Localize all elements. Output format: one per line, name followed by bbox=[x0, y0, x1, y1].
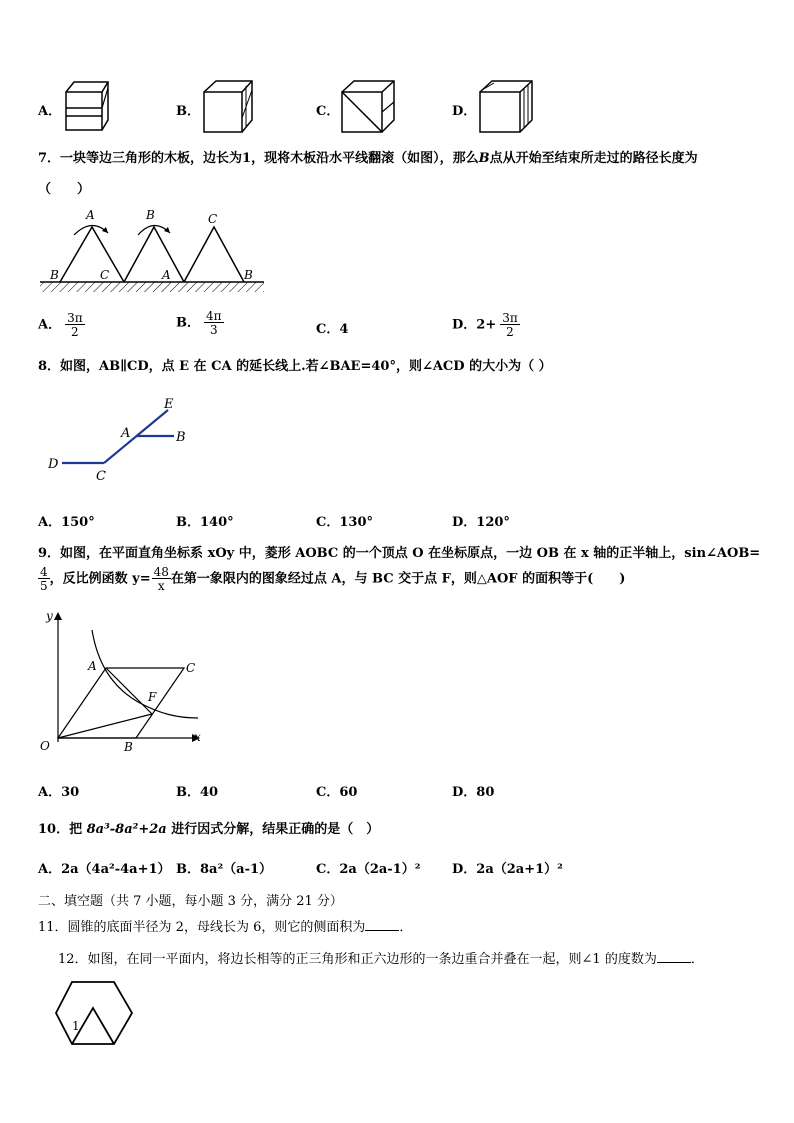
q8-option-d: D．120° bbox=[452, 515, 510, 530]
q8-label-c: C bbox=[96, 469, 106, 484]
q9-label-x: x bbox=[194, 730, 201, 744]
q7-stem-part2: 点从开始至结束所走过的路径长度为 bbox=[489, 151, 698, 166]
q9-label-f: F bbox=[148, 690, 157, 704]
q7-label-c2: C bbox=[100, 268, 110, 282]
q9-stem-end: 在第一象限内的图象经过点 A，与 BC 交于点 F，则△AOF 的面积等于( ) bbox=[170, 571, 626, 587]
q8-stem: 8．如图，AB∥CD，点 E 在 CA 的延长线上.若∠BAE=40°，则∠ACD 的大小为（ ） bbox=[38, 359, 552, 374]
q7-stem-var: B bbox=[478, 151, 490, 166]
q7-paren: （ ） bbox=[38, 182, 91, 197]
q8-label-a: A bbox=[121, 426, 131, 441]
q7-label-b-start: B bbox=[50, 268, 59, 282]
q10-stem bbox=[38, 818, 379, 837]
q9-option-d: D．80 bbox=[452, 785, 495, 800]
q6-option-a-letter: A． bbox=[38, 104, 62, 119]
q11-text: 11．圆锥的底面半径为 2，母线长为 6，则它的侧面积为 bbox=[38, 920, 366, 935]
q9-stem-line2 bbox=[38, 566, 625, 592]
q9-label-y: y bbox=[46, 609, 53, 623]
q9-option-c: C．60 bbox=[316, 785, 358, 800]
q9-option-b: B．40 bbox=[176, 785, 219, 800]
q7-option-b-den: 3 bbox=[209, 323, 218, 337]
q9-frac2-num: 48 bbox=[153, 565, 169, 579]
q7-triangle-2 bbox=[124, 227, 184, 282]
q7-option-b-num: 4π bbox=[206, 309, 222, 323]
q8-option-b: B．140° bbox=[176, 515, 234, 530]
q11-answer-blank[interactable] bbox=[365, 918, 399, 931]
q12-stem bbox=[58, 948, 704, 967]
q7-option-a bbox=[38, 312, 85, 338]
q7-label-c1: C bbox=[208, 212, 218, 226]
q12-answer-blank[interactable] bbox=[657, 950, 691, 963]
q10-option-d: D．2a（2a+1）² bbox=[452, 862, 563, 877]
q12-figure bbox=[52, 976, 136, 1048]
q9-stem: 9．如图，在平面直角坐标系 xOy 中，菱形 AOBC 的一个顶点 O 在坐标原点，一边 OB 在 x 轴的正半轴上，sin∠AOB= bbox=[38, 546, 761, 561]
q9-label-b: B bbox=[124, 740, 133, 754]
q7-option-b-letter: B． bbox=[176, 315, 200, 331]
q7-stem bbox=[38, 147, 698, 166]
q9-figure bbox=[36, 606, 206, 758]
q7-arrowhead-1 bbox=[102, 227, 108, 233]
q9-rhombus bbox=[58, 668, 184, 738]
q7-triangle-3 bbox=[184, 227, 244, 282]
q6-option-c-figure bbox=[340, 78, 396, 136]
q10-expression: 8a³-8a²+2a bbox=[86, 822, 167, 837]
q7-option-c: C．4 bbox=[316, 322, 349, 337]
q7-option-d-num: 3π bbox=[502, 311, 518, 325]
q10-option-c: C．2a（2a-1）² bbox=[316, 862, 421, 877]
q7-label-b-end: B bbox=[244, 268, 253, 282]
q6-option-d-letter: D． bbox=[452, 104, 477, 119]
q11-stem bbox=[38, 916, 412, 935]
q9-label-c: C bbox=[186, 661, 196, 675]
q7-label-a1: A bbox=[86, 208, 95, 222]
q7-option-a-den: 2 bbox=[71, 325, 79, 339]
q9-label-o: O bbox=[40, 739, 50, 753]
q7-ground-hatch bbox=[40, 282, 264, 292]
q7-option-d-den: 2 bbox=[506, 325, 514, 339]
q7-option-d-letter: D．2+ bbox=[452, 317, 497, 333]
q7-option-b bbox=[176, 310, 224, 336]
q10-stem-post: 进行因式分解，结果正确的是（ ） bbox=[166, 822, 380, 837]
q9-hyperbola bbox=[92, 630, 198, 718]
q7-triangle-1 bbox=[60, 227, 124, 282]
q7-label-a2: A bbox=[162, 268, 171, 282]
q7-option-a-letter: A． bbox=[38, 317, 62, 333]
q7-figure bbox=[36, 205, 268, 297]
q9-option-a: A．30 bbox=[38, 785, 80, 800]
q7-arrowhead-2 bbox=[164, 227, 170, 233]
q11-end: ． bbox=[399, 920, 413, 935]
q10-option-b: B．8a²（a-1） bbox=[176, 862, 273, 877]
q12-hexagon bbox=[56, 982, 132, 1044]
q7-stem-part1: 7．一块等边三角形的木板，边长为1，现将木板沿水平线翻滚（如图），那么 bbox=[38, 151, 479, 166]
q8-option-a: A．150° bbox=[38, 515, 95, 530]
section2-heading: 二、填空题（共 7 小题，每小题 3 分，满分 21 分） bbox=[38, 894, 343, 909]
q8-label-b: B bbox=[176, 430, 186, 445]
q7-option-d bbox=[452, 312, 520, 338]
q7-option-a-num: 3π bbox=[67, 311, 83, 325]
q8-figure bbox=[44, 392, 204, 488]
q6-option-b-letter: B． bbox=[176, 104, 200, 119]
q12-text: 12．如图，在同一平面内，将边长相等的正三角形和正六边形的一条边重合并叠在一起，则∠1 的度数为 bbox=[58, 952, 657, 967]
q9-y-arrow bbox=[54, 612, 62, 620]
q6-option-c-letter: C． bbox=[316, 104, 340, 119]
q9-segment-af bbox=[106, 668, 152, 714]
q9-stem-mid: ，反比例函数 y= bbox=[49, 571, 151, 587]
q8-label-d: D bbox=[48, 457, 59, 472]
q9-label-a: A bbox=[88, 659, 97, 673]
q12-end: ． bbox=[690, 952, 704, 967]
q9-frac2-den: x bbox=[157, 579, 165, 593]
q10-stem-pre: 10．把 bbox=[38, 822, 87, 837]
q9-frac1-den: 5 bbox=[40, 579, 48, 593]
q6-option-b-figure bbox=[202, 78, 254, 134]
q8-label-e: E bbox=[164, 397, 174, 412]
q12-angle-label: 1 bbox=[72, 1019, 80, 1033]
q7-label-b1: B bbox=[146, 208, 155, 222]
q8-option-c: C．130° bbox=[316, 515, 373, 530]
q9-frac1-num: 4 bbox=[40, 565, 48, 579]
q10-option-a: A．2a（4a²-4a+1） bbox=[38, 862, 171, 877]
q6-option-d-figure bbox=[478, 78, 538, 136]
q6-option-a-figure bbox=[64, 78, 110, 134]
